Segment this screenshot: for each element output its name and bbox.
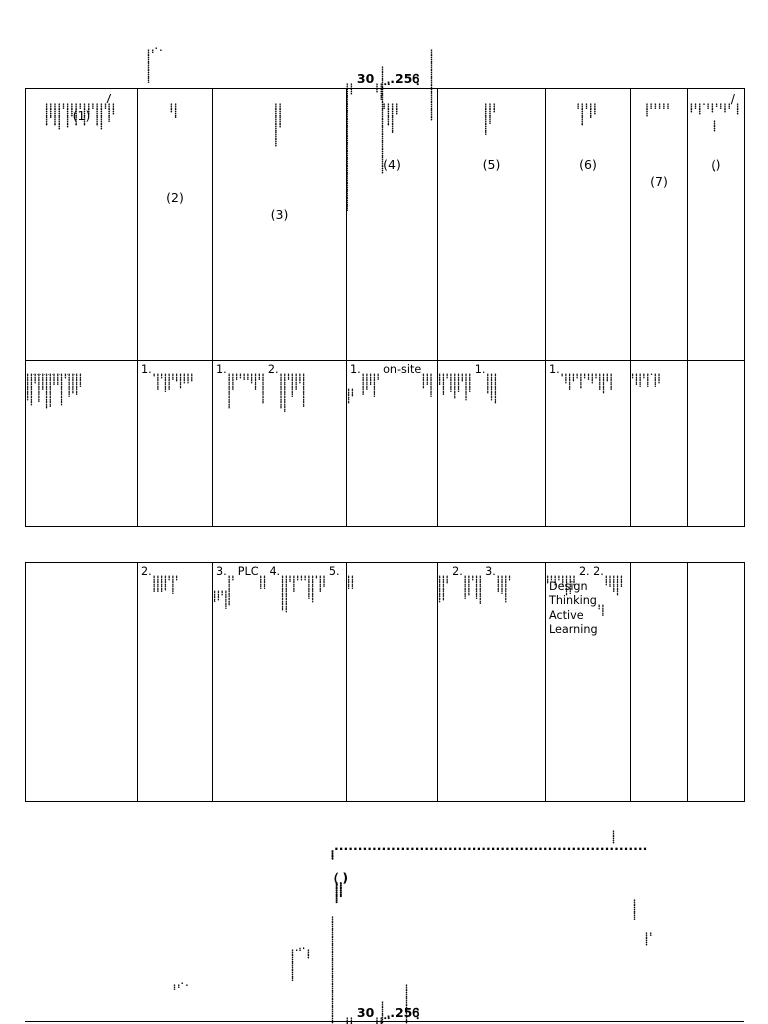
header-line3-text: ฺฺฺฺฺฺฺฺฺฺฺฺฺฺฺฺฺฺฺฺฺฺฺฺฺฺฺฺฺฺฺฺฺฺฺฺฺฺฺฺฺฺฺฺฺฺฺฺฺฺฺฺฺฺฺฺฺฺฺฺฺฺฺฺฺฺฺฺ ฺฺฺฺฺฺ [348,71,353,86]
footer-left-label: ฺฺฺ ฺฺ. ฺ [176,972,189,987]
header-month: ฺฺฺฺฺ ฺฺฺฺฺฺฺฺฺ [378,71,383,86]
column-header: ฺฺฺฺฺฺฺ ฺฺฺ ฺฺฺ ฺฺฺ ฺฺฺ ฺฺฺ (7) [631,89,688,361]
table-cell [26,563,138,802]
table-cell [688,361,745,527]
footer-subtitle [0,989,768,1005]
column-header: ฺฺฺฺฺฺฺฺฺฺฺฺฺฺฺฺฺฺฺฺฺฺฺ ฺฺฺฺฺฺฺฺฺฺฺฺฺ (3) [213,89,347,361]
table-row [26,563,745,802]
column-header: ฺฺฺฺฺฺฺฺฺฺฺฺฺฺฺฺฺ ฺฺฺฺฺฺฺฺฺฺฺ ฺฺฺฺฺ (5) [438,89,546,361]
footer-divider [25,1021,744,1022]
signature-name: (ฺฺฺฺฺฺฺฺฺฺฺ ฺฺฺฺฺฺฺฺ) [334,870,349,885]
table-cell: ฺฺฺฺฺ ฺฺฺ ฺฺฺฺฺฺ ฺฺฺ ฺฺฺฺฺฺ ฺฺฺฺฺฺฺฺฺฺฺฺ ฺฺฺฺฺฺฺฺฺฺฺ ฺฺฺฺฺฺ 2. 2. ฺฺฺฺฺฺ ฺฺฺฺฺฺฺ ฺฺฺฺฺฺฺฺฺฺ ฺฺฺฺฺฺฺฺฺฺฺฺ ฺฺฺฺฺฺฺ Design Thinking ฺฺฺ ฺฺฺฺฺฺฺ Active Learning [546,563,631,802]
table-cell: 3. ฺฺฺฺฺฺฺฺฺฺฺฺฺฺฺฺฺฺ ฺฺฺ PLC ฺฺฺฺฺฺฺฺ ฺฺฺฺฺฺฺฺ 4. ฺฺฺฺฺฺฺฺฺฺฺฺฺฺฺฺฺฺฺฺฺ ฺฺฺฺฺฺฺฺฺฺฺฺฺฺฺฺฺฺฺฺฺฺ ฺฺฺฺ ฺฺฺฺฺฺฺฺฺฺ ฺฺฺ ฺฺฺ ฺฺฺ ฺฺฺฺฺฺฺฺฺฺฺฺฺฺ ฺฺฺฺฺฺฺฺฺฺฺฺฺฺฺฺ ฺฺ ฺฺฺฺฺฺฺฺฺฺ ฺฺฺฺฺฺฺ 5. ฺฺฺฺฺฺฺ ฺฺฺฺฺฺ ฺฺฺ ฺฺฺฺฺฺฺฺฺฺฺ [213,563,347,802]
header-day: 30 [356,71,375,86]
table-cell: 1. ฺฺฺฺฺฺฺฺฺฺฺฺฺ ฺฺฺฺฺฺฺฺฺฺ ฺฺฺฺฺฺฺ ฺฺฺฺฺฺฺฺฺฺฺฺฺฺ ฺฺฺฺ on-site ฺฺฺฺฺฺฺฺฺ ฺฺฺฺฺฺฺ ฺฺฺฺฺฺฺฺฺฺฺฺฺฺ ฺฺฺฺฺฺฺฺฺ ฺฺฺฺฺ [347,361,438,527]
table-cell: ฺฺฺ ฺฺฺฺฺฺฺ ฺฺฺฺฺฺฺฺ ฺฺฺ ฺฺฺฺฺฺฺฺ ฺ ฺฺฺฺฺฺฺฺ ฺฺฺฺฺฺ [631,361,688,527]
table-cell: 1. ฺฺ ฺฺฺฺฺฺฺฺฺฺ ฺฺฺ ฺฺฺฺฺฺฺฺฺฺฺ ฺฺฺฺฺฺฺฺฺฺ ฺฺฺฺ ฺฺฺฺฺ ฺฺฺฺฺฺฺฺฺ ฺฺฺฺฺฺ ฺฺฺฺฺฺ ฺฺฺฺฺ [138,361,213,527]
table-cell: ฺฺฺฺฺฺฺฺฺฺฺฺฺฺฺฺ ฺฺฺฺฺฺฺฺฺฺฺฺฺฺฺ ฺฺฺฺฺ 2. ฺฺฺฺฺฺฺฺฺฺฺฺฺฺ ฺฺฺฺฺฺฺฺฺฺฺฺ ฺฺฺ ฺฺฺฺฺฺฺฺฺฺฺฺฺฺ ฺฺฺฺฺฺฺฺฺฺฺฺฺฺฺฺฺ 3. ฺฺฺฺฺฺฺฺฺฺ ฺฺฺฺฺฺฺฺฺฺฺ ฺฺฺฺฺฺฺฺฺฺฺฺฺฺฺฺ ฺฺฺ [438,563,546,802]
table-cell: 1. ฺฺฺฺฺฺฺฺฺฺฺฺฺฺฺฺฺฺฺฺฺ ฺฺฺฺฺฺฺฺฺฺ ฺฺฺฺ ฺฺฺ ฺฺฺฺ ฺฺฺฺ ฺฺฺฺฺฺ ฺฺฺฺฺฺฺฺฺฺ ฺฺฺฺ ฺฺฺฺฺฺฺฺฺฺฺฺฺฺฺฺฺฺ 2. ฺฺฺฺฺฺฺฺฺฺฺฺฺฺฺฺฺฺฺฺฺ ฺฺฺฺฺฺฺฺฺฺฺฺฺฺฺฺฺฺฺฺฺฺฺ ฺฺฺฺ ฺฺฺฺฺฺฺฺฺฺฺฺฺฺ ฺฺฺฺฺฺฺฺฺฺ ฺฺฺฺฺฺ ฺฺฺฺฺฺฺฺฺฺฺฺฺฺฺฺฺฺฺฺ [213,361,347,527]
footer-year: ฺ.ฺ.256ฺ [386,1005,420,1020]
column-header: ฺฺฺฺฺฺฺฺฺฺฺฺ ฺฺฺฺฺฺฺฺ ฺฺฺฺฺฺฺฺฺฺฺฺ ฺฺฺฺฺฺฺฺฺฺฺฺฺฺ ฺฺฺ ฺฺฺฺฺฺฺฺฺฺฺฺฺ ฺฺฺฺฺฺฺ ฺฺฺฺฺฺฺฺฺฺฺฺ ฺฺฺ ฺฺฺฺฺฺฺฺฺฺฺฺ ฺฺฺฺฺฺ ฺฺฺ ฺฺฺฺฺฺฺฺฺฺฺฺ ฺฺฺฺฺฺฺฺฺฺฺฺฺฺ ฺฺฺ/ฺฺฺฺฺฺฺฺฺฺ ฺฺฺฺฺฺ (1) [26,89,138,361]
column-header: ฺฺฺฺฺ ฺฺฺฺฺฺฺฺ (2) [138,89,213,361]
column-header: ฺฺฺ ฺฺฺฺฺฺฺฺฺฺฺฺ ฺฺฺฺฺฺฺฺฺฺฺฺฺฺฺฺ ฺฺฺฺฺฺ (4) [347,89,438,361]
table-cell: ฺฺฺฺฺฺฺ ฺฺฺฺฺฺฺฺฺฺฺฺฺ ฺฺฺ ฺฺฺฺฺฺฺฺฺฺฺ ฺฺฺฺฺฺฺฺฺฺฺฺฺฺฺ ฺฺฺฺฺฺฺฺฺฺฺ ฺฺฺฺฺ ฺฺฺฺฺฺฺฺฺฺฺฺฺฺฺฺ ฺฺฺฺฺฺฺฺฺฺฺ 1. ฺฺฺฺฺฺฺฺฺฺฺฺ ฺฺฺฺฺฺฺฺฺฺฺฺฺฺฺฺ ฺฺฺฺฺฺฺฺฺฺฺฺฺฺฺฺฺฺ [438,361,546,527]
header-year: ฺ.ฺ.256ฺ [386,71,420,86]
column-header: ฺฺฺ ฺฺฺฺฺฺ ฺ ฺฺฺ ฺฺฺฺฺ ฺฺ ฺฺฺ ฺฺฺฺฺ ฺฺฺ/ ฺฺฺฺฺฺ (ฺ) [688,89,745,361]
signature-line [334,838,647,854]
table-cell: 1. ฺฺ ฺฺฺฺฺฺ ฺฺฺฺฺฺฺฺฺฺ ฺฺฺฺฺ ฺฺฺ ฺฺฺฺฺฺฺฺฺ ฺฺฺ ฺฺฺฺ ฺฺฺฺฺฺ ฺฺฺ ฺฺฺฺฺฺฺฺฺฺ ฺฺฺฺฺฺฺฺฺฺฺฺ ฺฺฺฺฺ ฺฺฺฺฺฺฺฺฺฺ [546,361,631,527]
column-header: ฺฺฺ ฺฺฺฺฺฺฺฺฺฺฺฺ ฺฺฺ ฺฺฺฺฺฺฺฺ ฺฺฺฺฺฺ (6) [546,89,631,361]
signature-role-3: ฺฺฺฺฺฺฺ ฺฺ [648,920,653,935]
report-table-1 [25,88,745,527]
table-cell: ฺฺฺฺฺฺฺฺฺฺฺฺฺฺฺฺ ฺฺฺฺฺฺฺฺฺฺฺฺฺฺฺฺฺฺฺ ฺฺฺฺฺฺ ฺฺฺฺฺฺฺฺฺฺฺฺฺฺฺฺฺ ฺฺฺฺฺฺฺฺฺฺ ฺฺฺฺฺฺฺฺฺฺฺฺฺฺฺฺฺฺฺฺฺ ฺฺฺฺฺฺฺฺฺฺฺฺฺฺฺฺฺฺฺฺ ฺฺฺฺฺฺฺ ฺฺฺฺฺฺฺ ฺฺฺฺฺฺฺฺฺฺฺฺฺฺฺฺฺฺฺ ฺฺฺ ฺฺฺฺฺฺฺฺฺฺฺฺฺฺ ฺฺฺฺฺฺฺฺฺฺฺฺ ฺฺฺฺฺฺฺฺฺฺฺฺฺ ฺฺฺฺฺฺฺฺ [26,361,138,527]
footer-day: 30 [356,1005,375,1020]
table-row [26,361,745,527]
signature-dots: .................................................................. [334,838,648,853]
table-cell [631,563,688,802]
signature-date: ฺฺฺฺฺฺฺฺฺฺฺฺฺฺฺฺฺ ฺ.ฺ. ฺฺฺฺฺ [294,937,310,952]
header-left-label: ฺฺฺฺฺฺฺฺฺฺฺฺฺฺฺฺฺฺ ฺฺ. ฺ [150,37,163,52]
footer-month: ฺฺฺฺฺ ฺฺฺฺฺฺฺฺฺ [378,1005,383,1020]
table-cell: 2. ฺฺฺฺฺฺฺฺฺฺ ฺฺฺฺฺฺฺฺฺฺ ฺฺฺฺฺฺฺฺฺฺ ฺฺฺฺฺฺฺฺฺ ฺฺฺ ฺฺฺฺฺฺฺฺฺฺฺ ฺฺฺ [138,563,213,802]
report-table-2 [25,562,745,802]
header-subtitle [0,54,768,70]
table-cell: ฺฺฺฺฺฺฺฺ ฺฺฺฺฺฺฺฺ [347,563,438,802]
table-header-row [26,89,745,361]
footer-line3-text: ฺฺฺฺฺฺฺฺฺฺฺฺฺฺฺฺฺฺฺฺฺฺฺฺฺฺฺฺฺฺฺฺฺฺฺฺฺฺฺฺฺฺฺฺฺฺฺฺฺฺฺฺฺฺฺฺฺฺฺฺฺฺฺฺฺฺฺฺ ฺฺฺฺฺฺ [348,1005,353,1020]
table-cell [688,563,745,802]
